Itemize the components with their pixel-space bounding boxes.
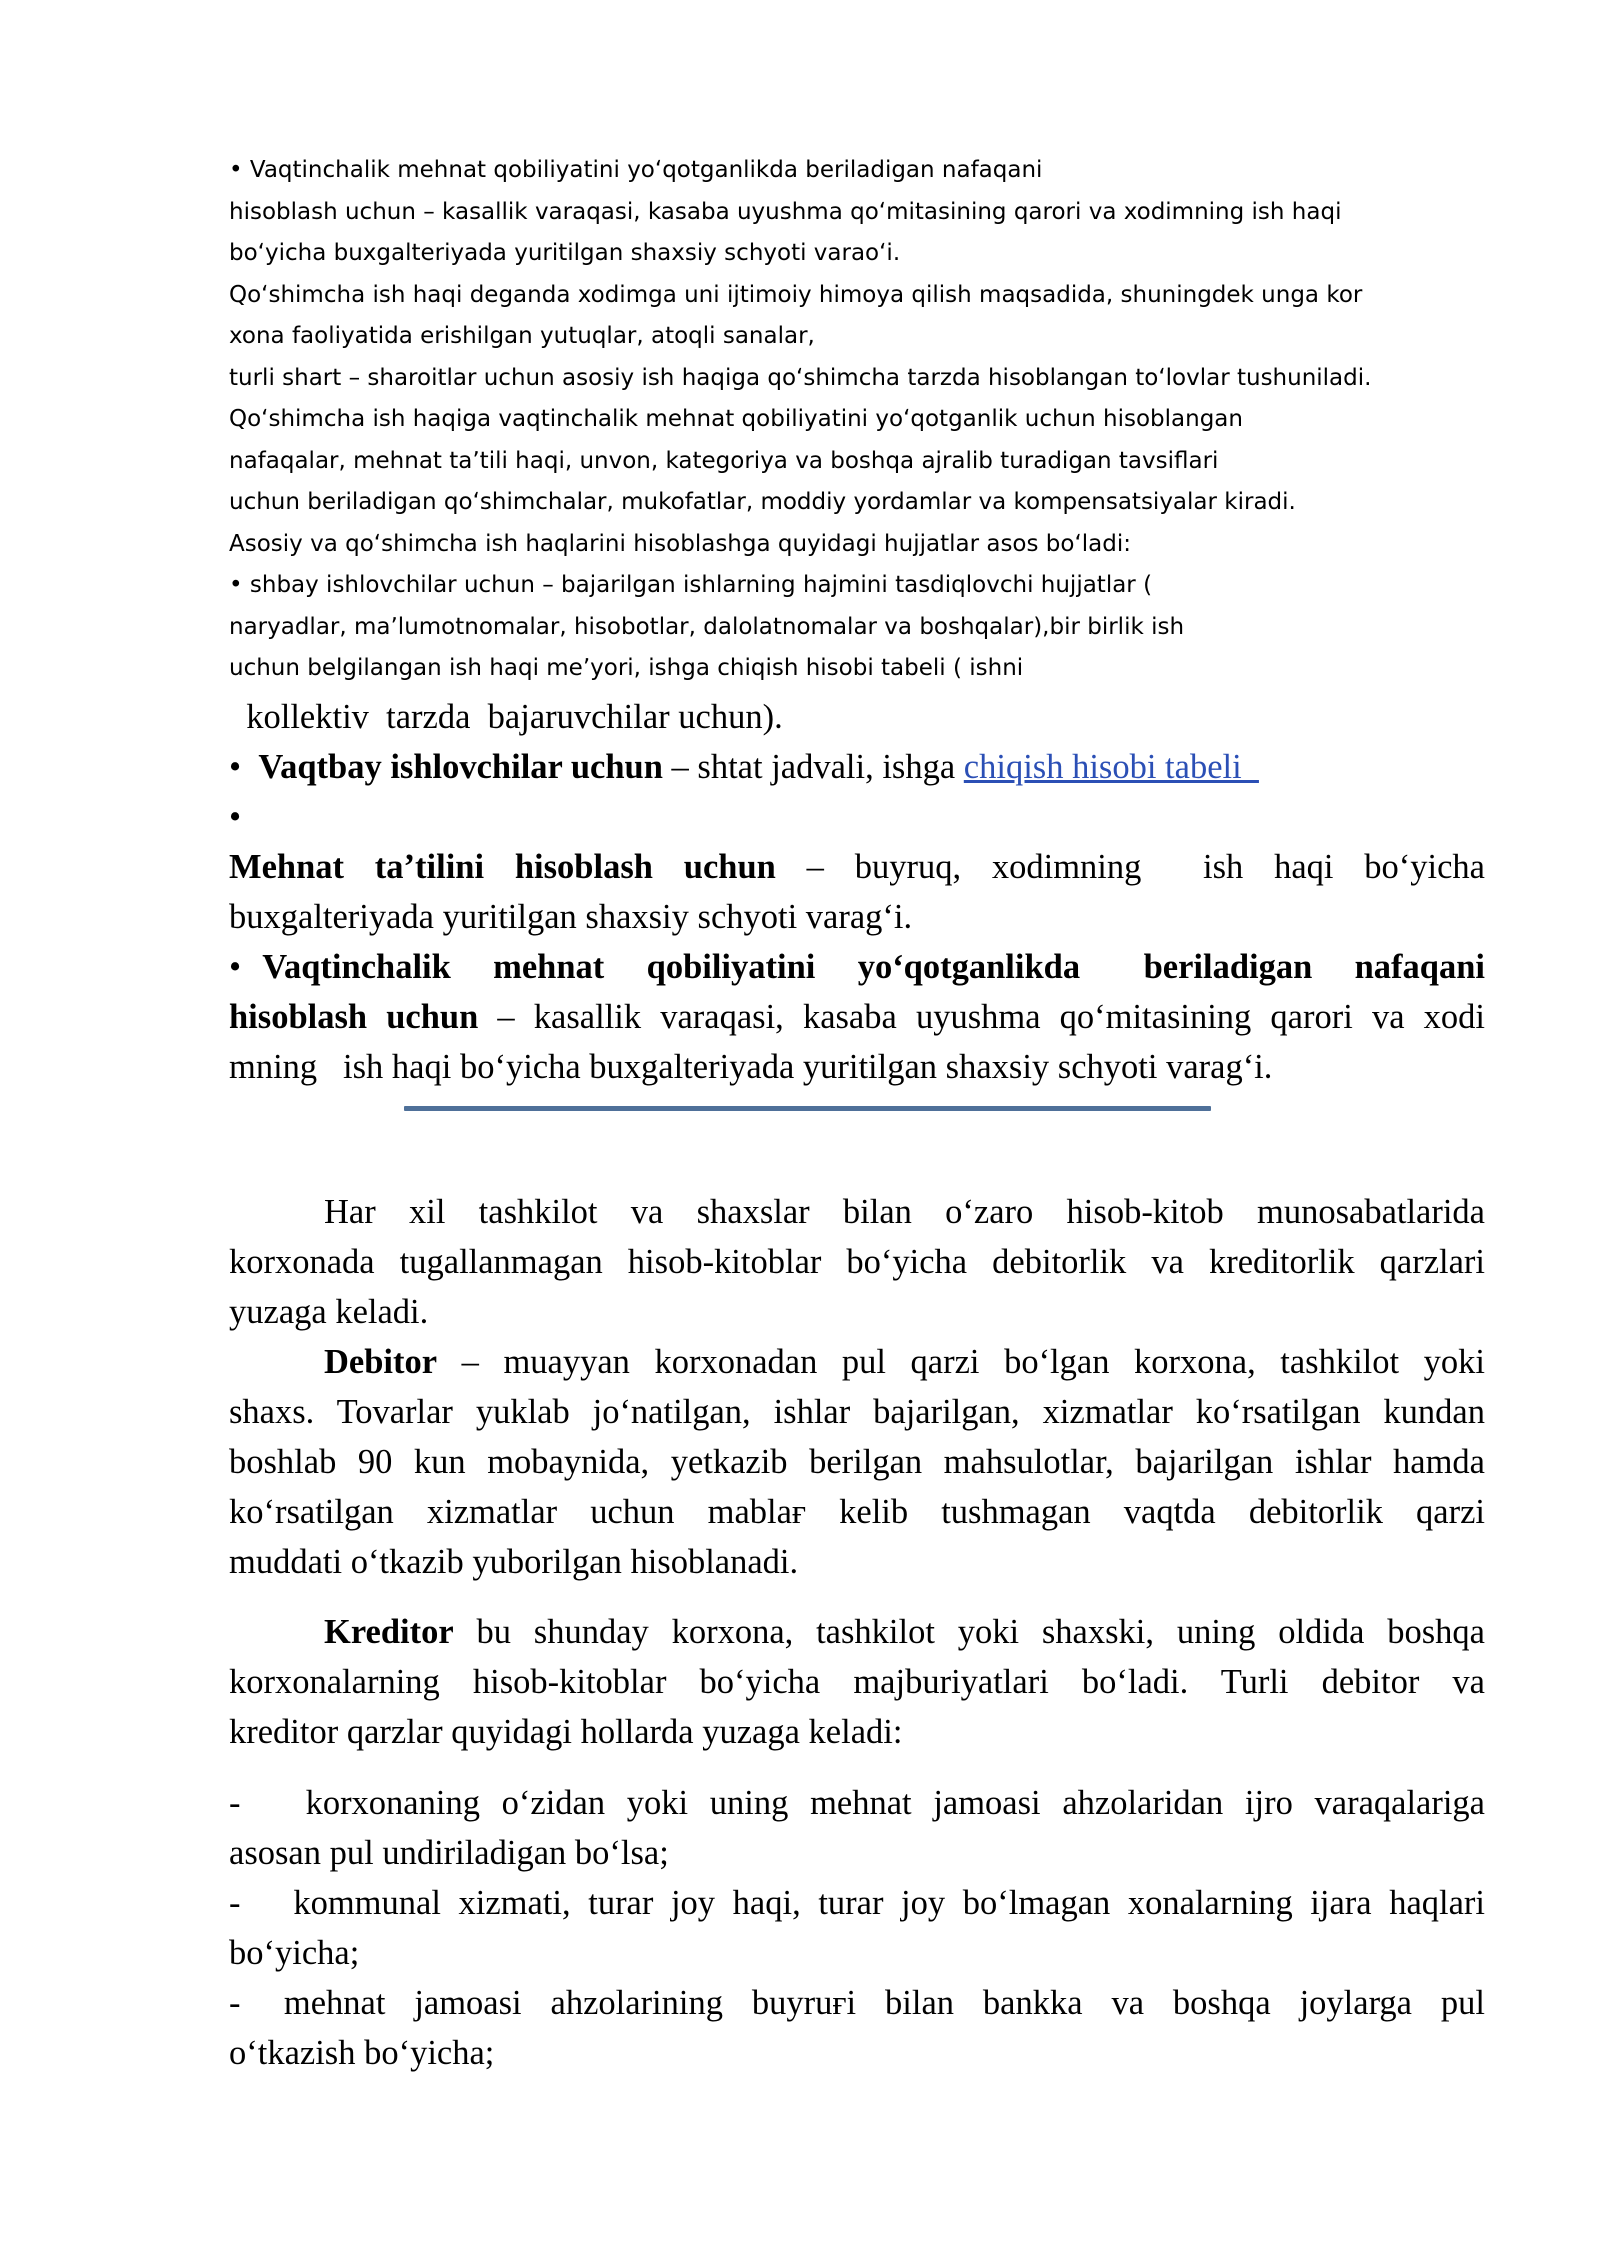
text-line: Asosiy va qoʻshimcha ish haqlarini hisoblashga quyidagi hujjatlar asos boʻladi: xyxy=(229,530,1131,557)
text-run: bu shunday korxona, tashkilot yoki shaxski, uning oldida boshqa xyxy=(453,1613,1485,1651)
text-line: boʻyicha buxgalteriyada yuritilgan shaxsiy schyoti varaoʻi. xyxy=(229,240,901,266)
text-line: korxonalarning hisob-kitoblar boʻyicha majburiyatlari boʻladi. Turli debitor va xyxy=(229,1663,1485,1701)
paragraph-kreditor xyxy=(229,1607,1485,1757)
top-text-block xyxy=(229,150,1487,690)
text-line: muddati oʻtkazib yuborilgan hisoblanadi. xyxy=(229,1543,799,1581)
text-line: turli shart – sharoitlar uchun asosiy ish haqiga qoʻshimcha tarzda hisoblangan toʻlovlar tushuniladi. xyxy=(229,364,1372,391)
text-line: Qoʻshimcha ish haqiga vaqtinchalik mehnat qobiliyatini yoʻqotganlik uchun hisoblangan xyxy=(229,406,1243,432)
sick-bullet-line xyxy=(229,942,1485,992)
bold-term: hisoblash uchun xyxy=(229,998,479,1036)
bullet: • xyxy=(229,748,259,786)
leave-bullet-line xyxy=(229,842,1485,892)
text-line: hisoblash uchun – kasallik varaqasi, kasaba uyushma qoʻmitasining qarori va xodimning ish haqi xyxy=(229,198,1342,225)
text-line: buxgalteriyada yuritilgan shaxsiy schyoti varagʻi. xyxy=(229,898,913,936)
bold-term: Kreditor xyxy=(324,1613,454,1651)
bullet: • xyxy=(229,948,263,986)
text-run: – shtat jadvali, ishga xyxy=(662,748,964,786)
timesheet-link[interactable]: chiqish hisobi tabeli xyxy=(963,748,1259,786)
text-line: xona faoliyatida erishilgan yutuqlar, atoqli sanalar, xyxy=(229,323,815,349)
text-run: – muayyan korxonadan pul qarzi boʻlgan korxona, tashkilot yoki xyxy=(437,1343,1485,1381)
text-line: uchun beriladigan qoʻshimchalar, mukofatlar, moddiy yordamlar va kompensatsiyalar kiradi. xyxy=(229,489,1296,515)
list-item: - korxonaning oʻzidan yoki uning mehnat jamoasi ahzolaridan ijro varaqalariga xyxy=(229,1784,1485,1822)
sick-bullet-line-2 xyxy=(229,992,1485,1042)
list-item: - kommunal xizmati, turar joy haqi, turar joy boʻlmagan xonalarning ijara haqlari xyxy=(229,1884,1485,1922)
horizontal-divider xyxy=(404,1106,1211,1111)
paragraph-intro xyxy=(229,1187,1485,1587)
text-line: nafaqalar, mehnat taʼtili haqi, unvon, kategoriya va boshqa ajralib turadigan tavsiflari xyxy=(229,447,1219,474)
bold-term: Vaqtinchalik mehnat qobiliyatini yoʻqotganlikda beriladigan nafaqani xyxy=(262,948,1485,986)
text-line: yuzaga keladi. xyxy=(229,1293,429,1331)
text-run: – kasallik varaqasi, kasaba uyushma qoʻmitasining qarori va xodi xyxy=(478,998,1485,1036)
text-line: Qoʻshimcha ish haqi deganda xodimga uni ijtimoiy himoya qilish maqsadida, shuningdek unga kor xyxy=(229,281,1363,308)
text-line: uchun belgilangan ish haqi meʼyori, ishga chiqish hisobi tabeli ( ishni xyxy=(229,655,1024,681)
bold-term: Debitor xyxy=(324,1343,438,1381)
middle-text-block xyxy=(229,692,1485,1092)
text-line: shaxs. Tovarlar yuklab joʻnatilgan, ishlar bajarilgan, xizmatlar koʻrsatilgan kundan xyxy=(229,1393,1485,1431)
list-item: - mehnat jamoasi ahzolarining buyruғi bilan bankka va boshqa joylarga pul xyxy=(229,1984,1485,2022)
text-line: boshlab 90 kun mobaynida, yetkazib berilgan mahsulotlar, bajarilgan ishlar hamda xyxy=(229,1443,1485,1481)
list-item-continuation: asosan pul undiriladigan boʻlsa; xyxy=(229,1834,669,1872)
text-line: koʻrsatilgan xizmatlar uchun mablaғ kelib tushmagan vaqtda debitorlik qarzi xyxy=(229,1493,1485,1531)
text-line: • Vaqtinchalik mehnat qobiliyatini yoʻqotganlikda beriladigan nafaqani xyxy=(229,157,1043,183)
text-line: korxonada tugallanmagan hisob-kitoblar boʻyicha debitorlik va kreditorlik qarzlari xyxy=(229,1243,1485,1281)
text-run: – buyruq, xodimning ish haqi boʻyicha xyxy=(775,848,1485,886)
list-item-continuation: boʻyicha; xyxy=(229,1934,360,1972)
list-item-continuation: oʻtkazish boʻyicha; xyxy=(229,2034,495,2072)
kreditor-line xyxy=(229,1607,1485,1657)
empty-bullet: • xyxy=(229,798,242,836)
text-line: • shbay ishlovchilar uchun – bajarilgan ishlarning hajmini tasdiqlovchi hujjatlar ( xyxy=(229,572,1153,598)
text-line: mning ish haqi boʻyicha buxgalteriyada yuritilgan shaxsiy schyoti varagʻi. xyxy=(229,1048,1273,1086)
debitor-line xyxy=(229,1337,1485,1387)
text-line: kreditor qarzlar quyidagi hollarda yuzaga keladi: xyxy=(229,1713,903,1751)
bold-term: Vaqtbay ishlovchilar uchun xyxy=(258,748,663,786)
text-line: naryadlar, maʼlumotnomalar, hisobotlar, dalolatnomalar va boshqalar),bir birlik ish xyxy=(229,613,1185,640)
time-workers-bullet xyxy=(229,742,1485,792)
dash-list xyxy=(229,1778,1485,2078)
collective-line: kollektiv tarzda bajaruvchilar uchun). xyxy=(229,698,783,736)
text-line: Har xil tashkilot va shaxslar bilan oʻzaro hisob-kitob munosabatlarida xyxy=(324,1193,1485,1231)
bold-term: Mehnat taʼtilini hisoblash uchun xyxy=(229,848,776,886)
